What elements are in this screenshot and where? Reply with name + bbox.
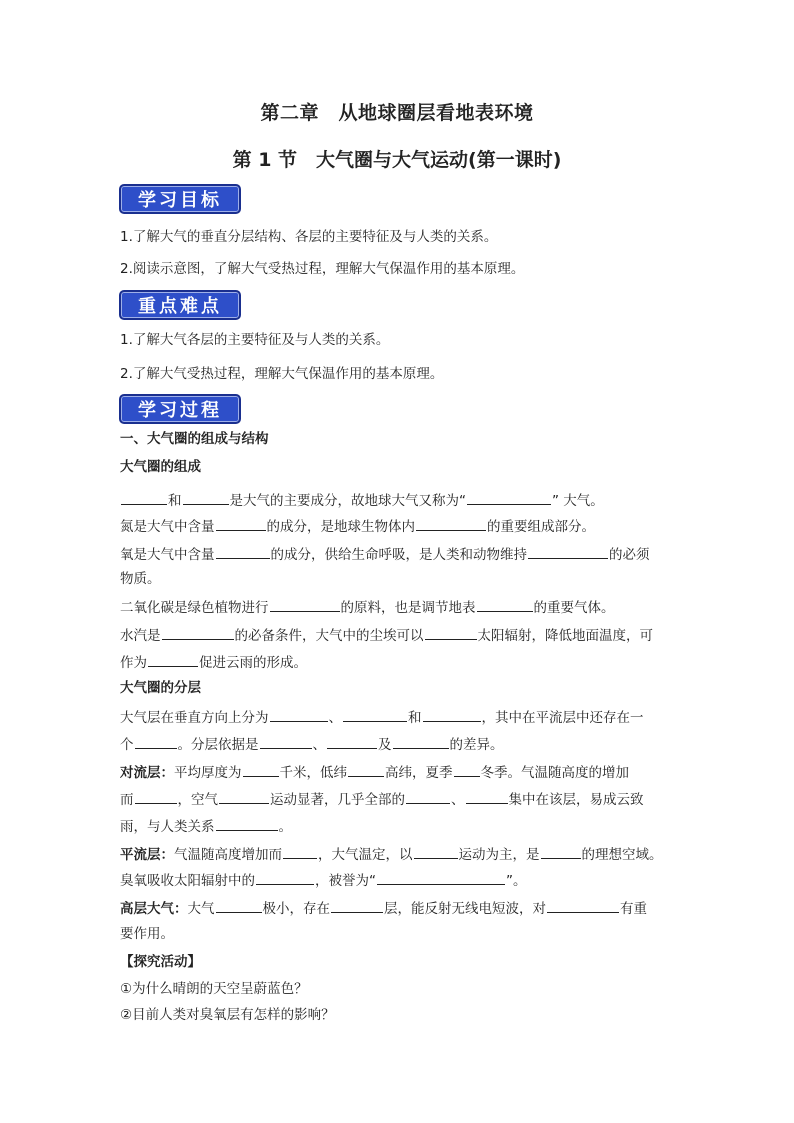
fill-blank[interactable] [270,707,328,722]
fill-blank[interactable] [256,870,314,885]
text-fragment: 千米，低纬 [279,765,347,781]
stratosphere-line-1 [120,844,680,864]
text-fragment: 水汽是 [120,628,161,644]
text-fragment: 大气层在垂直方向上分为 [120,710,269,726]
fill-blank[interactable] [406,789,450,804]
text-fragment: ，大气温定，以 [318,847,413,863]
fill-blank[interactable] [343,707,407,722]
fill-blank[interactable] [541,844,581,859]
fill-blank[interactable] [243,762,279,777]
text-fragment: 有重 [620,901,647,917]
objectives-banner: 学习目标 [119,184,241,214]
fill-blank[interactable] [331,898,383,913]
text-fragment: ，其中在平流层中还存在一 [481,710,644,726]
text-fragment: 个 [120,737,134,753]
text-fragment: 作为 [120,655,147,671]
fill-blank[interactable] [528,544,608,559]
fill-blank[interactable] [416,516,486,531]
text-fragment: 运动为主，是 [458,847,540,863]
process-heading: 一、大气圈的组成与结构 [120,431,269,447]
fill-blank[interactable] [162,625,234,640]
fill-blank[interactable] [477,597,533,612]
text-fragment: 的必须 [609,547,650,563]
text-fragment: 是大气的主要成分，故地球大气又称为“ [229,493,466,509]
text-fragment: 平均厚度为 [174,765,242,781]
stratosphere-label: 平流层： [120,847,174,863]
text-fragment: 雨，与人类关系 [120,819,215,835]
fill-blank[interactable] [135,789,177,804]
text-fragment: 及 [378,737,392,753]
process-banner: 学习过程 [119,394,241,424]
layer-line-2 [120,734,680,754]
text-fragment: 的成分，是地球生物体内 [266,519,415,535]
fill-blank[interactable] [216,898,262,913]
text-fragment: 二氧化碳是绿色植物进行 [120,600,269,616]
text-fragment: 氧是大气中含量 [120,547,215,563]
upper-atmosphere-line-1 [120,898,680,918]
composition-heading: 大气圈的组成 [120,459,201,475]
text-fragment: 太阳辐射，降低地面温度，可 [477,628,653,644]
troposphere-line-3 [120,816,680,836]
layer-line-1 [120,707,680,727]
text-fragment: 的成分，供给生命呼吸，是人类和动物维持 [270,547,527,563]
key-point-2: 2.了解大气受热过程，理解大气保温作用的基本原理。 [120,366,444,382]
text-fragment: 气温随高度增加而 [174,847,282,863]
fill-blank[interactable] [270,597,340,612]
text-fragment: 的理想空域。 [581,847,663,863]
chapter-title: 第二章 从地球圈层看地表环境 [260,102,534,124]
composition-line-3 [120,544,680,564]
objective-1: 1.了解大气的垂直分层结构、各层的主要特征及与人类的关系。 [120,229,498,245]
text-fragment: 高纬，夏季 [385,765,453,781]
text-fragment: 、 [451,792,465,808]
text-fragment: ” 大气。 [552,493,604,509]
troposphere-label: 对流层： [120,765,174,781]
composition-line-5b [120,652,680,672]
fill-blank[interactable] [425,625,477,640]
fill-blank[interactable] [466,789,508,804]
fill-blank[interactable] [216,516,266,531]
text-fragment: 大气 [187,901,215,917]
fill-blank[interactable] [393,734,449,749]
text-fragment: 臭氧吸收太阳辐射中的 [120,873,255,889]
fill-blank[interactable] [348,762,384,777]
fill-blank[interactable] [219,789,269,804]
activity-heading: 【探究活动】 [120,954,201,970]
key-point-1: 1.了解大气各层的主要特征及与人类的关系。 [120,332,390,348]
key-points-banner: 重点难点 [119,290,241,320]
text-fragment: 。分层依据是 [177,737,259,753]
fill-blank[interactable] [283,844,317,859]
fill-blank[interactable] [414,844,458,859]
text-fragment: 、 [312,737,326,753]
fill-blank[interactable] [148,652,198,667]
text-fragment: 的差异。 [449,737,504,753]
text-fragment: 的重要气体。 [533,600,615,616]
fill-blank[interactable] [467,490,551,505]
fill-blank[interactable] [216,816,278,831]
text-fragment: 和 [168,493,182,509]
fill-blank[interactable] [260,734,312,749]
text-fragment: 。 [278,819,292,835]
fill-blank[interactable] [216,544,270,559]
text-fragment: 集中在该层，易成云致 [508,792,644,808]
fill-blank[interactable] [454,762,480,777]
upper-atmosphere-line-2: 要作用。 [120,926,174,942]
fill-blank[interactable] [183,490,229,505]
text-fragment: 的必备条件，大气中的尘埃可以 [234,628,424,644]
text-fragment: 运动显著，几乎全部的 [270,792,405,808]
fill-blank[interactable] [547,898,619,913]
layer-heading: 大气圈的分层 [120,680,201,696]
composition-line-5 [120,625,680,645]
troposphere-line-2 [120,789,680,809]
fill-blank[interactable] [327,734,377,749]
section-title: 第 1 节 大气圈与大气运动(第一课时) [232,149,562,171]
text-fragment: 促进云雨的形成。 [199,655,307,671]
text-fragment: 、 [328,710,342,726]
text-fragment: ，空气 [177,792,218,808]
text-fragment: 氮是大气中含量 [120,519,215,535]
text-fragment: 层，能反射无线电短波，对 [384,901,546,917]
troposphere-line-1 [120,762,680,782]
text-fragment: 和 [408,710,422,726]
text-fragment: 冬季。气温随高度的增加 [480,765,629,781]
stratosphere-line-2 [120,870,680,890]
upper-atmosphere-label: 高层大气： [120,901,188,917]
text-fragment: 而 [120,792,134,808]
text-fragment: ，被誉为“ [315,873,376,889]
fill-blank[interactable] [135,734,177,749]
text-fragment: 的重要组成部分。 [487,519,595,535]
fill-blank[interactable] [423,707,481,722]
objective-2: 2.阅读示意图，了解大气受热过程，理解大气保温作用的基本原理。 [120,261,525,277]
activity-question-1: ①为什么晴朗的天空呈蔚蓝色？ [120,981,308,997]
activity-question-2: ②目前人类对臭氧层有怎样的影响？ [120,1007,335,1023]
text-fragment: ”。 [506,873,527,889]
composition-line-3b: 物质。 [120,571,161,587]
fill-blank[interactable] [121,490,167,505]
composition-line-1 [120,490,680,510]
composition-line-4 [120,597,680,617]
composition-line-2 [120,516,680,536]
text-fragment: 的原料，也是调节地表 [340,600,476,616]
text-fragment: 极小，存在 [262,901,330,917]
fill-blank[interactable] [377,870,505,885]
